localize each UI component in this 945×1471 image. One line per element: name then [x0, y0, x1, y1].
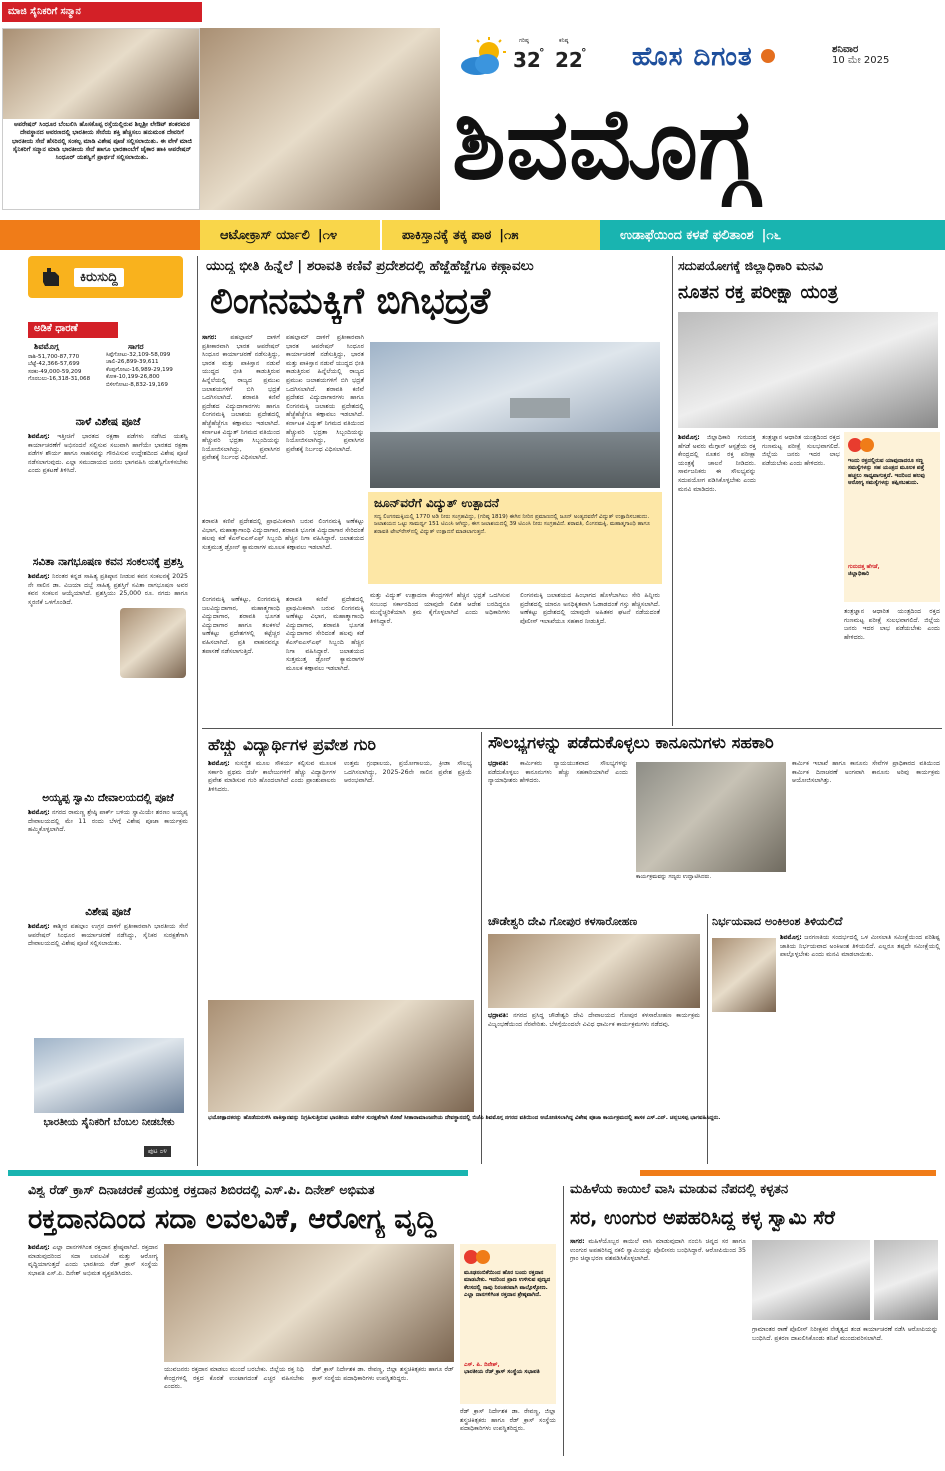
sidebar-item-title: ವಿಶೇಷ ಪೂಜೆ: [85, 906, 131, 918]
weather-max-degree: °: [539, 46, 545, 59]
strip-item-3-page: |೧೬: [761, 227, 781, 243]
info-box: [368, 492, 662, 584]
sidebar-item-1: [28, 416, 188, 550]
blood-quote: ಮೂಢನಂಬಿಕೆಯಿಂದ ಹೊರ ಬಂದು ರಕ್ತದಾನ ಮಾಡಬೇಕು. ಇದರಿಂದ ಪ್ರಾಣ ಉಳಿಸುವ ಪುಣ್ಯದ ಕೆಲಸದಲ್ಲಿ ನಾವು ನಿರಂತರವಾಗಿ ಪಾಲ್ಗೊಳ್ಳೋಣ. ಎಲ್ಲಾ ದಾನಗಳಿಗಿಂತ ರಕ್ತದಾನ ಶ್ರೇಷ್ಠವಾಗಿದೆ.: [464, 1270, 551, 1299]
blood-col-4: ರೆಡ್ ಕ್ರಾಸ್ ನಿರ್ದೇಶಕ ಡಾ. ರೇವಣ್ಣ, ಜಿಲ್ಲಾ ಶಸ್ತ್ರಚಿಕಿತ್ಸಕರು ಹಾಗೂ ರೆಡ್ ಕ್ರಾಸ್ ಸಂಸ್ಥೆಯ ಪದಾಧಿಕಾರಿಗಳು ಉಪಸ್ಥಿತರಿದ್ದರು.: [460, 1408, 556, 1433]
weather-max-value: 32: [513, 48, 541, 72]
sidebar-item-title: ಸವಿತಾ ನಾಗಭೂಷಣ ಕವನ ಸಂಕಲನಕ್ಕೆ ಪ್ರಶಸ್ತಿ: [32, 556, 184, 568]
blood-byline: ಶಿವಮೊಗ್ಗ:: [28, 1244, 50, 1251]
adike-rate: ರಾಶಿ-51,700-87,770: [28, 354, 80, 360]
strip-item-2[interactable]: [380, 220, 600, 250]
legal-story: [486, 732, 942, 912]
legal-col-2: ಕಾರ್ಮಿಕ ಇಲಾಖೆ ಹಾಗೂ ಕಾನೂನು ಸೇವೆಗಳ ಪ್ರಾಧಿಕಾರದ ವತಿಯಿಂದ ಕಾರ್ಮಿಕ ದಿನಾಚರಣೆ ಅಂಗವಾಗಿ ಕಾನೂನು ಅರಿವು ಕಾರ್ಯಕ್ರಮ ಆಯೋಜಿಸಲಾಗಿತ್ತು.: [792, 760, 940, 785]
ex-servicemen-banner: ಮಾಜಿ ಸೈನಿಕರಿಗೆ ಸನ್ಮಾನ: [2, 2, 202, 22]
theft-byline: ಸಾಗರ:: [570, 1238, 585, 1245]
ex-servicemen-photo: [3, 29, 199, 119]
lead-col-6: ಮತ್ತು ವಿದ್ಯುತ್ ಉತ್ಪಾದನಾ ಕೇಂದ್ರಗಳಿಗೆ ಹೆಚ್ಚಿನ ಭದ್ರತೆ ಒದಗಿಸುವ ಸಂಬಂಧ ಸರ್ಕಾರದಿಂದ ಯಾವುದೇ ಲಿಖಿತ ಆದೇಶ ಬರದಿದ್ದರೂ ಮುನ್ನೆಚ್ಚರಿಕೆಯಾಗಿ ಕ್ರಮ ಕೈಗೊಳ್ಳಲಾಗಿದೆ ಎಂದು ಅಧಿಕಾರಿಗಳು ತಿಳಿಸಿದ್ದಾರೆ.: [370, 592, 510, 625]
collector-quote: ಇಂದು ರಕ್ತದಲ್ಲಿರುವ ಯಾವುದಾದರೂ ಸಣ್ಣ ಸಮಸ್ಯೆಗಳನ್ನು ಸಹ ಯಂತ್ರದ ಮೂಲಕ ಪತ್ತೆ ಹಚ್ಚಲು ಸಾಧ್ಯವಾಗುತ್ತದೆ. ಇದರಿಂದ ಹಲವು ಆರೋಗ್ಯ ಸಮಸ್ಯೆಗಳನ್ನು ತಪ್ಪಿಸಬಹುದು.: [848, 458, 925, 487]
sidebar-item-4: [28, 906, 188, 1026]
section-strip: [0, 220, 945, 250]
education-col-1-text: ಸುಸಜ್ಜಿತ ಮೂಲ ಸೌಕರ್ಯ ಕಲ್ಪಿಸುವ ಮೂಲಕ ಸರ್ಕಾರಿ ಪ್ರಥಮ ದರ್ಜೆ ಕಾಲೇಜುಗಳಿಗೆ ಹೆಚ್ಚು ವಿದ್ಯಾರ್ಥಿಗಳ ಪ್ರವೇಶ ಮಾಡಿಸುವ ಗುರಿ ಹೊಂದಲಾಗಿದೆ ಎಂದು ಪ್ರಾಂಶುಪಾಲರು ತಿಳಿಸಿದರು.: [208, 760, 336, 793]
adike-rate: ಕೆಂಪುಗೋಟು-16,989-29,199: [106, 366, 173, 373]
sidebar-item-2: [28, 556, 188, 786]
education-byline: ಶಿವಮೊಗ್ಗ:: [208, 760, 230, 767]
sidebar-divider: [197, 256, 198, 1166]
quote-mark-icon: [848, 436, 874, 454]
dam-water: [370, 432, 660, 488]
paper-logo-mark-icon: [760, 48, 776, 64]
sidebar-item-text: [28, 433, 188, 545]
adike-rate: ಗೊರಬಲು-16,318-31,068: [28, 376, 91, 383]
issue-date: [832, 44, 942, 66]
strip-item-1-label: ಆಟೋಕ್ರಾಸ್ ರ್ಯಾಲಿ: [220, 227, 310, 243]
partly-cloudy-icon: [455, 36, 511, 80]
mid-divider-h: [202, 728, 942, 729]
legal-headline: ಸೌಲಭ್ಯಗಳನ್ನು ಪಡೆದುಕೊಳ್ಳಲು ಕಾನೂನುಗಳು ಸಹಕಾರಿ: [488, 733, 774, 752]
lead-col-3: ಶರಾವತಿ ಕಣಿವೆ ಪ್ರದೇಶದಲ್ಲಿ ಪ್ರಾಥಮಿಕವಾಗಿ ಬರುವ ಲಿಂಗನಮಕ್ಕಿ ಅಣೆಕಟ್ಟು ವಿಭಾಗ, ಮಹಾತ್ಮಾಗಾಂಧಿ ವಿದ್ಯುದಾಗಾರ, ಶರಾವತಿ ಭೂಗತ ವಿದ್ಯುದಾಗಾರ ಸೇರಿದಂತೆ ಹಲವು ಕಡೆ ಕೆಎಸ್‍ಐಎಸ್‍ಎಫ್ ಸಿಬ್ಬಂದಿ ಹೆಚ್ಚಿನ ನಿಗಾ ವಹಿಸಿದ್ದಾರೆ. ಜಲಾಶಯದ ಸುತ್ತಮುತ್ತ ಡ್ರೋನ್ ಕ್ಯಾಮರಾಗಳ ಮೂಲಕ ಕಣ್ಗಾವಲು ಇಡಲಾಗಿದೆ.: [202, 518, 364, 551]
blood-quote-author: ಎಸ್. ಪಿ. ದಿನೇಶ್,: [464, 1362, 500, 1368]
blood-quote-box: [460, 1244, 556, 1404]
bottom-divider: [563, 1186, 564, 1456]
blood-col-1: [28, 1244, 158, 1454]
lead-byline: ಸಾಗರ:: [202, 334, 217, 341]
issue-day: ಶನಿವಾರ: [832, 44, 859, 55]
lead-col-4: ಲಿಂಗನಮಕ್ಕಿ ಅಣೆಕಟ್ಟು, ಲಿಂಗನಮಕ್ಕಿ ಜಲವಿದ್ಯುದಾಗಾರ, ಮಹಾತ್ಮಗಾಂಧಿ ವಿದ್ಯುದಾಗಾರ, ಶರಾವತಿ ಭೂಗತ ವಿದ್ಯುದಾಗಾರ ಹಾಗೂ ತಲಕಳಲೆ ಅಣೆಕಟ್ಟು ಪ್ರದೇಶಗಳಲ್ಲಿ ಕಟ್ಟೆಚ್ಚರ ವಹಿಸಲಾಗಿದೆ. ಪ್ರತಿ ವಾಹನವನ್ನೂ ತಪಾಸಣೆ ನಡೆಸಲಾಗುತ್ತಿದೆ.: [202, 596, 280, 655]
blood-donation-story: [28, 1180, 558, 1460]
kiru-banner: [28, 256, 183, 298]
sidebar-item-body: ಕಾಶ್ಮೀರ ಪಹಲ್ಗಾಂ ಉಗ್ರರ ದಾಳಿಗೆ ಪ್ರತೀಕಾರವಾಗಿ ಭಾರತೀಯ ಸೇನೆ ಆಪರೇಷನ್ ಸಿಂಧೂರ ಕಾರ್ಯಾಚರಣೆ ನಡೆಸಿದ್ದು, ಸೈನಿಕರ ಸುರಕ್ಷತೆಗಾಗಿ ದೇವಾಲಯದಲ್ಲಿ ವಿಶೇಷ ಪೂಜೆ ಸಲ್ಲಿಸಲಾಯಿತು.: [28, 923, 188, 948]
blood-machine-photo: [678, 312, 938, 428]
blood-col-2: ಯುವಜನರು ರಕ್ತದಾನ ಮಾಡಲು ಮುಂದೆ ಬರಬೇಕು. ಜಿಲ್ಲೆಯ ರಕ್ತ ನಿಧಿ ಕೇಂದ್ರಗಳಲ್ಲಿ ರಕ್ತದ ಕೊರತೆ ಉಂಟಾಗದಂತೆ ಎಚ್ಚರ ವಹಿಸಬೇಕು ಎಂದರು.: [164, 1366, 304, 1391]
strip-item-2-page: |೧೫: [499, 227, 519, 243]
lead-col-1: [202, 334, 280, 512]
blood-photo: [164, 1244, 454, 1362]
strip-item-2-label: ಪಾಕಿಸ್ತಾನಕ್ಕೆ ತಕ್ಕ ಪಾಠ: [402, 227, 492, 243]
color-bar-left: [8, 1170, 468, 1176]
legal-photo: [636, 762, 786, 872]
lead-headline: ಲಿಂಗನಮಕ್ಕಿಗೆ ಬಿಗಿಭದ್ರತೆ: [210, 281, 491, 322]
blood-machine-headline: ನೂತನ ರಕ್ತ ಪರೀಕ್ಷಾ ಯಂತ್ರ: [678, 282, 839, 303]
adike-title: ಅಡಿಕೆ ಧಾರಣೆ: [28, 322, 118, 338]
sidebar: [28, 256, 193, 1166]
legal-col-1-text: ಕಾರ್ಮಿಕರು ನ್ಯಾಯಯುತವಾದ ಸೌಲಭ್ಯಗಳನ್ನು ಪಡೆದುಕೊಳ್ಳಲು ಕಾನೂನುಗಳು ಹೆಚ್ಚು ಸಹಕಾರಿಯಾಗಿವೆ ಎಂದು ನ್ಯಾಯಾಧೀಶರು ಹೇಳಿದರು.: [488, 760, 628, 785]
education-story: [202, 732, 478, 998]
kiru-label: ಕಿರುಸುದ್ದಿ: [74, 268, 124, 287]
blood-machine-col-1: [678, 434, 756, 720]
weather-min-label: ಕನಿಷ್ಠ: [559, 38, 569, 44]
sidebar-item-body: ಇತ್ತೀಚಿಗೆ ಭಾರತದ ರಕ್ಷಣಾ ಪಡೆಗಳು ನಡೆಸಿದ ಯಶಸ್ವಿ ಕಾರ್ಯಾಚರಣೆಗೆ ಅಭಿನಂದನೆ ಸಲ್ಲಿಸುವ ಸಲುವಾಗಿ ಹಾಗೆಯೇ ಭಾರತದ ರಕ್ಷಣಾ ಪಡೆಗಳ ಶೌರ್ಯ ಹಾಗೂ ಸಾಹಸವನ್ನು ಗೌರವಿಸುವ ಉದ್ದೇಶದಿಂದ ವಿಶೇಷ ಪೂಜೆ ನಡೆಸಲಾಗುವುದು. ಎಲ್ಲಾ ಸಮುದಾಯದ ಜನರು ಭಾಗವಹಿಸಿ ಯಶಸ್ವಿಗೊಳಿಸಬೇಕು ಎಂದು ಪ್ರಕಟಣೆ ತಿಳಿಸಿದೆ.: [28, 433, 188, 475]
poet-photo: [120, 608, 186, 678]
info-box-text: ಸದ್ಯ ಲಿಂಗನಮಕ್ಕಿಯಲ್ಲಿ 1770 ಅಡಿ ನೀರು ಸಂಗ್ರಹವಿದ್ದು, (ಗರಿಷ್ಠ 1819) ಈಗಿನ ನೀರಿನ ಪ್ರಮಾಣದಲ್ಲಿ ಜೂನ್ ಅಂತ್ಯದವರೆಗೆ ವಿದ್ಯುತ್ ಉತ್ಪಾದಿಸಬಹುದು. ಜಲಾಶಯದ ಒಟ್ಟು ಸಾಮರ್ಥ್ಯ 151 ಟಿಎಂಸಿ ಆಗಿದ್ದು, ಈಗ ಜಲಾಶಯದಲ್ಲಿ 39 ಟಿಎಂಸಿ ನೀರು ಸಂಗ್ರಹವಿದೆ. ಶರಾವತಿ, ಲಿಂಗನಮಕ್ಕಿ, ಮಹಾತ್ಮಗಾಂಧಿ ಹಾಗೂ ಶರಾವತಿ ಟೇಲ್‌ರೇಸ್‌ನಲ್ಲಿ ವಿದ್ಯುತ್ ಉತ್ಪಾದನೆ ಮಾಡಲಾಗುತ್ತದೆ.: [374, 514, 651, 535]
stats-headline: ನಿರ್ಭಯವಾದ ಅಂಕಿಅಂಶ ತಿಳಿಯಲಿದೆ: [712, 915, 843, 928]
blood-machine-col-1-text: ಜಿಲ್ಲಾಧಿಕಾರಿ ಗುರುದತ್ತ ಹೆಗಡೆ ಅವರು ಮೆಗ್ಗಾನ್ ಆಸ್ಪತ್ರೆಯ ರಕ್ತ ಕೇಂದ್ರದಲ್ಲಿ ನೂತನ ರಕ್ತ ಪರೀಕ್ಷಾ ಯಂತ್ರಕ್ಕೆ ಚಾಲನೆ ನೀಡಿದರು. ಸಾರ್ವಜನಿಕರು ಈ ಸೌಲಭ್ಯವನ್ನು ಸದುಪಯೋಗ ಪಡಿಸಿಕೊಳ್ಳಬೇಕು ಎಂದು ಮನವಿ ಮಾಡಿದರು.: [678, 434, 756, 493]
adike-price-box: [28, 322, 183, 406]
strip-item-1[interactable]: [200, 220, 380, 250]
adike-rate: ಚಾಲಿ-26,899-39,611: [106, 359, 159, 366]
lead-col-7: ಲಿಂಗನಮಕ್ಕಿ ಜಲಾಶಯದ ಹಿಂಭಾಗದ ಹೊಳೆಬಾಗಿಲು ಸೇರಿ ಹಿನ್ನೀರು ಪ್ರದೇಶದಲ್ಲಿ ಯಾರೂ ಅನಧಿಕೃತವಾಗಿ ಓಡಾಡದಂತೆ ಗಸ್ತು ಹೆಚ್ಚಿಸಲಾಗಿದೆ. ಅಣೆಕಟ್ಟು ಪ್ರದೇಶದಲ್ಲಿ ಯಾವುದೇ ಅಹಿತಕರ ಘಟನೆ ನಡೆಯದಂತೆ ಪೊಲೀಸ್ ಇಲಾಖೆಯೂ ಸಹಕಾರ ನೀಡುತ್ತಿದೆ.: [520, 592, 660, 625]
weather-max-label: ಗರಿಷ್ಠ: [519, 38, 529, 44]
education-col-2: ಉತ್ತಮ ಗ್ರಂಥಾಲಯ, ಪ್ರಯೋಗಾಲಯ, ಕ್ರೀಡಾ ಸೌಲಭ್ಯ ಒದಗಿಸಲಾಗಿದ್ದು, 2025-26ನೇ ಸಾಲಿನ ಪ್ರವೇಶ ಪ್ರಕ್ರಿಯೆ ಆರಂಭವಾಗಿದೆ.: [344, 760, 472, 785]
theft-col-1-text: ಮಹಿಳೆಯೊಬ್ಬರ ಕಾಯಿಲೆ ವಾಸಿ ಮಾಡುವುದಾಗಿ ನಂಬಿಸಿ ಚಿನ್ನದ ಸರ ಹಾಗೂ ಉಂಗುರ ಅಪಹರಿಸಿದ್ದ ನಕಲಿ ಸ್ವಾಮಿಯನ್ನು ಪೊಲೀಸರು ಬಂಧಿಸಿದ್ದಾರೆ. ಆರೋಪಿಯಿಂದ 35 ಗ್ರಾಂ ಚಿನ್ನಾಭರಣ ವಶಪಡಿಸಿಕೊಳ್ಳಲಾಗಿದೆ.: [570, 1238, 746, 1263]
legal-photo-caption: ಕಾರ್ಯಕ್ರಮವನ್ನು ಗಣ್ಯರು ಉದ್ಘಾಟಿಸಿದರು.: [636, 874, 712, 880]
adike-rate: ಕೋಕ-10,199-26,800: [106, 374, 160, 381]
sidebar-item-title: ನಾಳೆ ವಿಶೇಷ ಪೂಜೆ: [75, 416, 141, 428]
temple-puja-photo: [208, 1000, 474, 1112]
adike-rate: ಬೆಟ್ಟೆ-42,366-57,699: [28, 361, 80, 368]
ex-servicemen-block: [2, 6, 200, 210]
sidebar-item-text: [28, 923, 188, 1019]
temple-puja-caption: ಭಯೋತ್ಪಾದಕರನ್ನು ಹೊಡೆದುರುಳಿಸಿ ಪಾಕಿಸ್ತಾನವನ್ನು ನಿಗ್ರಹಿಸುತ್ತಿರುವ ಭಾರತೀಯ ಪಡೆಗಳ ಸುರಕ್ಷತೆಗಾಗಿ ಕೋಟೆ ಸೀತಾರಾಮಾಂಜನೇಯ ದೇವಸ್ಥಾನದಲ್ಲಿ ಬಿಜೆಪಿ ಶಿವಮೊಗ್ಗ ನಗರದ ವತಿಯಿಂದ ಆಯೋಜಿಸಲಾಗಿದ್ದ ವಿಶೇಷ ಪೂಜಾ ಕಾರ್ಯಕ್ರಮದಲ್ಲಿ ಶಾಸಕ ಎಸ್.ಎನ್. ಚನ್ನಬಸಪ್ಪ ಭಾಗವಹಿಸಿದ್ದರು.: [208, 1115, 721, 1121]
sidebar-item-byline: ಶಿವಮೊಗ್ಗ:: [28, 809, 50, 816]
issue-date-value: 10 ಮೇ 2025: [832, 55, 890, 66]
blood-kicker: ವಿಶ್ವ ರೆಡ್ ಕ್ರಾಸ್ ದಿನಾಚರಣೆ ಪ್ರಯುಕ್ತ ರಕ್ತದಾನ ಶಿಬಿರದಲ್ಲಿ ಎಸ್.ಪಿ. ದಿನೇಶ್ ಅಭಿಮತ: [28, 1182, 375, 1197]
ex-servicemen-text: ಆಪರೇಷನ್ ಸಿಂಧೂರ ಬೆಂಬಲಿಸಿ ಹೊಸಕೊಪ್ಪ ರಸ್ತೆಯಲ್ಲಿರುವ ಶಿಲ್ಪಶ್ರೀ ಲೇಔಟ್ ಶಂಕರಮಠ ದೇವಸ್ಥಾನದ ಆವರಣದಲ್ಲಿ ಭಾರತೀಯ ಸೇನೆಯ ಶಕ್ತಿ ಹೆಚ್ಚಿಸಲು ಹನುಮಂತ ದೇವರಿಗೆ ಭಾರತೀಯ ಸೇನೆ ಹೆಸರಿನಲ್ಲಿ ಸಂಕಲ್ಪ ಮಾಡಿ ವಿಶೇಷ ಪೂಜೆ ಸಲ್ಲಿಸಲಾಯಿತು. ಈ ವೇಳೆ ಮಾಜಿ ಸೈನಿಕರಿಗೆ ಸನ್ಮಾನ ಮಾಡಿ ಭಾರತೀಯ ಸೇನೆ ಹಾಗೂ ಭಾರತಾಂಬೆಗೆ ಜೈಕಾರ ಹಾಕಿ ಆಪರೇಷನ್ ಸಿಂಧೂರ್ ಯಶಸ್ವಿಗೆ ಪ್ರಾರ್ಥನೆ ಸಲ್ಲಿಸಲಾಯಿತು.: [12, 121, 192, 162]
collector-name: ಗುರುದತ್ತ ಹೆಗಡೆ,: [848, 564, 880, 570]
hand-icon: [34, 260, 68, 294]
lead-divider: [672, 256, 673, 726]
temple-byline: ಭದ್ರಾವತಿ:: [488, 1012, 509, 1019]
strip-item-3-label: ಉಡಾಫೆಯಿಂದ ಕಳಪೆ ಫಲಿತಾಂಶ: [620, 227, 754, 243]
sidebar-item-text: [28, 809, 188, 879]
sidebar-item-byline: ಶಿವಮೊಗ್ಗ:: [28, 923, 50, 930]
sidebar-photo-caption: ಭಾರತೀಯ ಸೈನಿಕರಿಗೆ ಬೆಂಬಲ ನೀಡಬೇಕು: [43, 1117, 175, 1128]
theft-photo-1: [752, 1240, 870, 1320]
lead-kicker: ಯುದ್ಧ ಭೀತಿ ಹಿನ್ನೆಲೆ | ಶರಾವತಿ ಕಣಿವೆ ಪ್ರದೇಶದಲ್ಲಿ ಹೆಜ್ಜೆಹೆಜ್ಜೆಗೂ ಕಣ್ಗಾವಲು: [206, 258, 534, 274]
strip-item-1-page: |೧೪: [317, 227, 338, 243]
stats-story: [710, 914, 942, 1164]
blood-headline: ರಕ್ತದಾನದಿಂದ ಸದಾ ಲವಲವಿಕೆ, ಆರೋಗ್ಯ ವೃದ್ಧಿ: [28, 1204, 437, 1235]
print-marks-left: [90, 1462, 126, 1471]
lead-col-1-text: ಪಹಲ್ಗಾಮ್ ದಾಳಿಗೆ ಪ್ರತೀಕಾರವಾಗಿ ಭಾರತ ಆಪರೇಷನ್ ಸಿಂಧೂರ ಕಾರ್ಯಾಚರಣೆ ನಡೆಸುತ್ತಿದ್ದು, ಭಾರತ ಮತ್ತು ಪಾಕಿಸ್ತಾನ ನಡುವೆ ಯುದ್ಧದ ಭೀತಿ ಕಾಡುತ್ತಿರುವ ಹಿನ್ನೆಲೆಯಲ್ಲಿ ರಾಜ್ಯದ ಪ್ರಮುಖ ಜಲಾಶಯಗಳಿಗೆ ಬಿಗಿ ಭದ್ರತೆ ಒದಗಿಸಲಾಗಿದೆ. ಶರಾವತಿ ಕಣಿವೆ ಪ್ರದೇಶದ ವಿದ್ಯುದಾಗಾರಗಳು ಹಾಗೂ ಲಿಂಗನಮಕ್ಕಿ ಜಲಾಶಯ ಪ್ರದೇಶದಲ್ಲಿ ಹೆಜ್ಜೆಹೆಜ್ಜೆಗೂ ಕಣ್ಗಾವಲು ಇಡಲಾಗಿದೆ. ಕರ್ನಾಟಕ ವಿದ್ಯುತ್ ನಿಗಮದ ವತಿಯಿಂದ ಹೆಚ್ಚುವರಿ ಭದ್ರತಾ ಸಿಬ್ಬಂದಿಯನ್ನು ನಿಯೋಜಿಸಲಾಗಿದ್ದು, ಪ್ರವಾಸಿಗರ ಪ್ರವೇಶಕ್ಕೆ ನಿರ್ಬಂಧ ವಿಧಿಸಲಾಗಿದೆ.: [202, 334, 280, 462]
blood-col-1-text: ಎಲ್ಲಾ ದಾನಗಳಿಗಿಂತ ರಕ್ತದಾನ ಶ್ರೇಷ್ಠವಾಗಿದೆ. ರಕ್ತದಾನ ಮಾಡುವುದರಿಂದ ಸದಾ ಲವಲವಿಕೆ ಮತ್ತು ಆರೋಗ್ಯ ವೃದ್ಧಿಯಾಗುತ್ತದೆ ಎಂದು ಭಾರತೀಯ ರೆಡ್ ಕ್ರಾಸ್ ಸಂಸ್ಥೆಯ ಸಭಾಪತಿ ಎಸ್.ಪಿ. ದಿನೇಶ್ ಅಭಿಮತ ವ್ಯಕ್ತಪಡಿಸಿದರು.: [28, 1244, 158, 1277]
stats-text: [780, 934, 940, 1160]
legal-col-1: [488, 760, 628, 908]
sidebar-item-body: ನಿರಂತರ ಕನ್ನಡ ಸಾಹಿತ್ಯ ಪ್ರತಿಷ್ಠಾನ ನೀಡುವ ಕವನ ಸಂಕಲನಕ್ಕೆ 2025 ನೇ ಸಾಲಿನ ಡಾ. ವಿಜಯಾ ದಬ್ಬೆ ಸಾಹಿತ್ಯ ಪ್ರಶಸ್ತಿಗೆ ಸವಿತಾ ನಾಗಭೂಷಣ ಅವರ ಕವನ ಸಂಕಲನ ಆಯ್ಕೆಯಾಗಿದೆ. ಪ್ರಶಸ್ತಿಯು 25,000 ರೂ. ನಗದು ಹಾಗೂ ಸ್ಮರಣಿಕೆ ಒಳಗೊಂಡಿದೆ.: [28, 573, 188, 606]
adike-city-2: ಸಾಗರ: [128, 342, 144, 351]
sidebar-item-3: [28, 792, 188, 904]
theft-col-2: ಗ್ರಾಮಾಂತರ ಠಾಣೆ ಪೊಲೀಸ್ ನಿರೀಕ್ಷಕರ ನೇತೃತ್ವದ ತಂಡ ಕಾರ್ಯಾಚರಣೆ ನಡೆಸಿ ಆರೋಪಿಯನ್ನು ಬಂಧಿಸಿದೆ. ಪ್ರಕರಣ ದಾಖಲಿಸಿಕೊಂಡು ತನಿಖೆ ಮುಂದುವರಿಸಲಾಗಿದೆ.: [752, 1326, 938, 1342]
education-col-1: [208, 760, 336, 992]
adike-rates-right: [106, 352, 186, 389]
collector-quote-box: [844, 432, 940, 602]
theft-headline: ಸರ, ಉಂಗುರ ಅಪಹರಿಸಿದ್ದ ಕಳ್ಳ ಸ್ವಾಮಿ ಸೆರೆ: [570, 1207, 835, 1229]
color-bar-right: [640, 1170, 936, 1176]
temple-headline: ಚೌಡೇಶ್ವರಿ ದೇವಿ ಗೋಪುರ ಕಳಸಾರೋಹಣ: [488, 915, 638, 928]
blood-col-3: ರೆಡ್ ಕ್ರಾಸ್ ನಿರ್ದೇಶಕ ಡಾ. ರೇವಣ್ಣ, ಜಿಲ್ಲಾ ಶಸ್ತ್ರಚಿಕಿತ್ಸಕರು ಹಾಗೂ ರೆಡ್ ಕ್ರಾಸ್ ಸಂಸ್ಥೆಯ ಪದಾಧಿಕಾರಿಗಳು ಉಪಸ್ಥಿತರಿದ್ದರು.: [312, 1366, 454, 1382]
education-headline: ಹೆಚ್ಚು ವಿದ್ಯಾರ್ಥಿಗಳ ಪ್ರವೇಶ ಗುರಿ: [208, 735, 376, 754]
sidebar-photo-page[interactable]: ಪುಟ ೦೪: [144, 1146, 171, 1157]
strip-accent-orange: [0, 220, 200, 250]
city-title: ಶಿವಮೊಗ್ಗ: [452, 88, 757, 202]
adike-rate: ಸಿಪ್ಪೆಗೋಟು-32,109-58,099: [106, 352, 171, 358]
sidebar-item-title: ಅಯ್ಯಪ್ಪ ಸ್ವಾಮಿ ದೇವಾಲಯದಲ್ಲಿ ಪೂಜೆ: [42, 792, 174, 804]
theft-story: [568, 1180, 942, 1460]
blood-quote-role: ಭಾರತೀಯ ರೆಡ್ ಕ್ರಾಸ್ ಸಂಸ್ಥೆಯ ಸಭಾಪತಿ: [464, 1369, 540, 1376]
dam-structure: [510, 398, 570, 418]
stats-text-body: ಜನಗಣತಿಯ ಸಂದರ್ಭದಲ್ಲಿ ಒಳ ಮೀಸಲಾತಿ ಸಮೀಕ್ಷೆಯಿಂದ ಪರಿಶಿಷ್ಟ ಜಾತಿಯ ನಿರ್ಭಯವಾದ ಅಂಕಿಅಂಶ ತಿಳಿಯಲಿದೆ. ಎಲ್ಲರೂ ತಪ್ಪದೇ ಸಮೀಕ್ಷೆಯಲ್ಲಿ ಪಾಲ್ಗೊಳ್ಳಬೇಕು ಎಂದು ಮನವಿ ಮಾಡಲಾಯಿತು.: [780, 934, 940, 959]
info-box-title: ಜೂನ್‌ವರೆಗೆ ವಿದ್ಯುತ್ ಉತ್ಪಾದನೆ: [374, 496, 499, 510]
adike-rate: ಸರಕು-49,000-59,209: [28, 368, 82, 375]
strip-item-3[interactable]: [600, 220, 945, 250]
collector-role: ಜಿಲ್ಲಾಧಿಕಾರಿ: [848, 571, 870, 578]
sidebar-item-body: ನಗರದ ರಾಮಣ್ಣ ಶ್ರೇಷ್ಠಿ ಪಾರ್ಕ್ ಬಳಿಯ ಸ್ವಾಮಿಯೇ ಶರಣಂ ಅಯ್ಯಪ್ಪ ದೇವಾಲಯದಲ್ಲಿ ಮೇ 11 ರಂದು ಬೆಳಗ್ಗೆ ವಿಶೇಷ ಪೂಜಾ ಕಾರ್ಯಕ್ರಮ ಹಮ್ಮಿಕೊಳ್ಳಲಾಗಿದೆ.: [28, 809, 188, 834]
temple-divider: [707, 914, 708, 1164]
blood-machine-col-2: ತಂತ್ರಜ್ಞಾನ ಆಧಾರಿತ ಯಂತ್ರದಿಂದ ರಕ್ತದ ಗುಣಮಟ್ಟ ಪರೀಕ್ಷೆ ಸುಲಭವಾಗಲಿದೆ. ಜಿಲ್ಲೆಯ ಜನರು ಇದರ ಲಾಭ ಪಡೆಯಬೇಕು ಎಂದು ಹೇಳಿದರು.: [762, 434, 840, 467]
blood-machine-byline: ಶಿವಮೊಗ್ಗ:: [678, 434, 700, 441]
paper-name: ಹೊಸ ದಿಗಂತ: [632, 42, 753, 72]
print-marks-right: [590, 1462, 626, 1471]
temple-text-body: ನಗರದ ಪ್ರಸಿದ್ಧ ಚೌಡೇಶ್ವರಿ ದೇವಿ ದೇವಾಲಯದ ಗೋಪುರ ಕಳಸಾರೋಹಣ ಕಾರ್ಯಕ್ರಮ ವಿಜೃಂಭಣೆಯಿಂದ ನೆರವೇರಿತು. ಬೆಳಗ್ಗೆಯಿಂದಲೇ ವಿವಿಧ ಧಾರ್ಮಿಕ ಕಾರ್ಯಕ್ರಮಗಳು ನಡೆದವು.: [488, 1012, 700, 1028]
dam-photo: [370, 342, 660, 488]
theft-kicker: ಮಹಿಳೆಯ ಕಾಯಿಲೆ ವಾಸಿ ಮಾಡುವ ನೆಪದಲ್ಲಿ ಕಳ್ಳತನ: [570, 1182, 789, 1197]
theft-photo-2: [874, 1240, 938, 1320]
weather-widget: [455, 36, 625, 82]
lead-story: [202, 256, 668, 726]
quote-mark-icon: [464, 1248, 490, 1266]
lead-col-5: ಶರಾವತಿ ಕಣಿವೆ ಪ್ರದೇಶದಲ್ಲಿ ಪ್ರಾಥಮಿಕವಾಗಿ ಬರುವ ಲಿಂಗನಮಕ್ಕಿ ಅಣೆಕಟ್ಟು ವಿಭಾಗ, ಮಹಾತ್ಮಾಗಾಂಧಿ ವಿದ್ಯುದಾಗಾರ, ಶರಾವತಿ ಭೂಗತ ವಿದ್ಯುದಾಗಾರ ಸೇರಿದಂತೆ ಹಲವು ಕಡೆ ಕೆಎಸ್‍ಐಎಸ್‍ಎಫ್ ಸಿಬ್ಬಂದಿ ಹೆಚ್ಚಿನ ನಿಗಾ ವಹಿಸಿದ್ದಾರೆ. ಜಲಾಶಯದ ಸುತ್ತಮುತ್ತ ಡ್ರೋನ್ ಕ್ಯಾಮರಾಗಳ ಮೂಲಕ ಕಣ್ಗಾವಲು ಇಡಲಾಗಿದೆ.: [286, 596, 364, 672]
theft-col-1: [570, 1238, 746, 1454]
blood-machine-story: [676, 256, 942, 726]
speaker-photo: [712, 938, 776, 1012]
temple-photo: [488, 934, 700, 1008]
sidebar-item-byline: ಶಿವಮೊಗ್ಗ:: [28, 433, 50, 440]
stats-byline: ಶಿವಮೊಗ್ಗ:: [780, 934, 802, 941]
masthead: [0, 0, 945, 220]
adike-rate: ಬಿಳೀಗೋಟು-8,832-19,169: [106, 381, 168, 388]
sidebar-photo: [34, 1038, 184, 1113]
adike-rates-left: [28, 354, 106, 384]
print-marks-center: [330, 1462, 366, 1471]
lead-col-2: ಪಹಲ್ಗಾಮ್ ದಾಳಿಗೆ ಪ್ರತೀಕಾರವಾಗಿ ಭಾರತ ಆಪರೇಷನ್ ಸಿಂಧೂರ ಕಾರ್ಯಾಚರಣೆ ನಡೆಸುತ್ತಿದ್ದು, ಭಾರತ ಮತ್ತು ಪಾಕಿಸ್ತಾನ ನಡುವೆ ಯುದ್ಧದ ಭೀತಿ ಕಾಡುತ್ತಿರುವ ಹಿನ್ನೆಲೆಯಲ್ಲಿ ರಾಜ್ಯದ ಪ್ರಮುಖ ಜಲಾಶಯಗಳಿಗೆ ಬಿಗಿ ಭದ್ರತೆ ಒದಗಿಸಲಾಗಿದೆ. ಶರಾವತಿ ಕಣಿವೆ ಪ್ರದೇಶದ ವಿದ್ಯುದಾಗಾರಗಳು ಹಾಗೂ ಲಿಂಗನಮಕ್ಕಿ ಜಲಾಶಯ ಪ್ರದೇಶದಲ್ಲಿ ಹೆಜ್ಜೆಹೆಜ್ಜೆಗೂ ಕಣ್ಗಾವಲು ಇಡಲಾಗಿದೆ. ಕರ್ನಾಟಕ ವಿದ್ಯುತ್ ನಿಗಮದ ವತಿಯಿಂದ ಹೆಚ್ಚುವರಿ ಭದ್ರತಾ ಸಿಬ್ಬಂದಿಯನ್ನು ನಿಯೋಜಿಸಲಾಗಿದ್ದು, ಪ್ರವಾಸಿಗರ ಪ್ರವೇಶಕ್ಕೆ ನಿರ್ಬಂಧ ವಿಧಿಸಲಾಗಿದೆ.: [286, 334, 364, 453]
weather-min-value: 22: [555, 48, 583, 72]
weather-min-degree: °: [581, 46, 587, 59]
paper-logo: [632, 40, 808, 80]
sidebar-photo-block: [34, 1038, 184, 1158]
ex-servicemen-large-photo: [200, 28, 440, 210]
blood-machine-col-3: ತಂತ್ರಜ್ಞಾನ ಆಧಾರಿತ ಯಂತ್ರದಿಂದ ರಕ್ತದ ಗುಣಮಟ್ಟ ಪರೀಕ್ಷೆ ಸುಲಭವಾಗಲಿದೆ. ಜಿಲ್ಲೆಯ ಜನರು ಇದರ ಲಾಭ ಪಡೆಯಬೇಕು ಎಂದು ಹೇಳಿದರು.: [844, 608, 940, 641]
temple-story: [486, 914, 704, 1164]
temple-text: [488, 1012, 700, 1160]
adike-city-1: ಶಿವಮೊಗ್ಗ: [34, 342, 59, 351]
sidebar-item-byline: ಶಿವಮೊಗ್ಗ:: [28, 573, 50, 580]
legal-byline: ಭದ್ರಾವತಿ:: [488, 760, 509, 767]
blood-machine-kicker: ಸದುಪಯೋಗಕ್ಕೆ ಜಿಲ್ಲಾಧಿಕಾರಿ ಮನವಿ: [678, 258, 824, 273]
education-divider: [481, 732, 482, 1164]
